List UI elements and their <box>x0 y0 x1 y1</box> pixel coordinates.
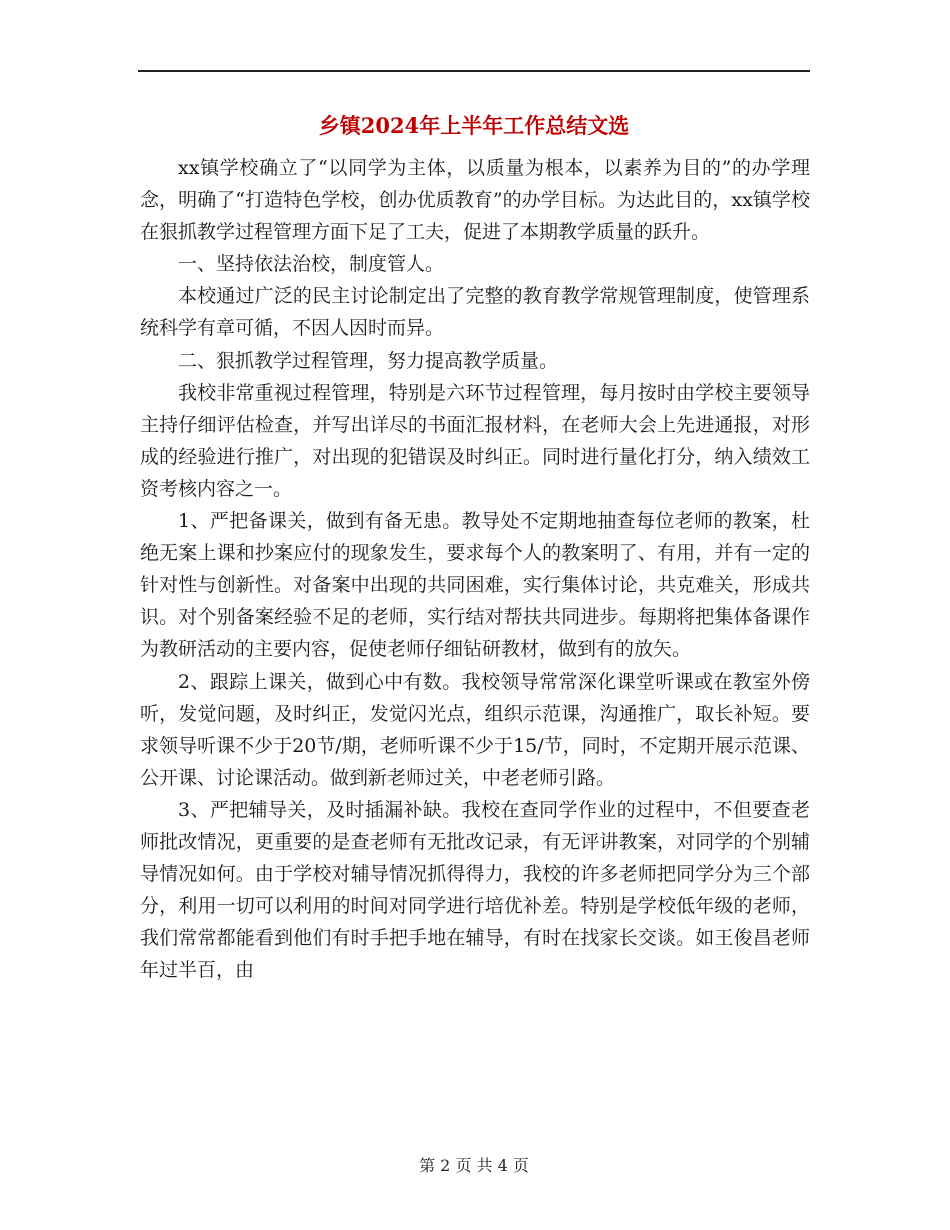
paragraph-regulations: 本校通过广泛的民主讨论制定出了完整的教育教学常规管理制度，使管理系统科学有章可循，不因人因时而异。 <box>140 285 810 340</box>
paragraph-class-tracking: 2、跟踪上课关，做到心中有数。我校领导常常深化课堂听课或在教室外傍听，发觉问题，及时纠正，发觉闪光点，组织示范课，沟通推广，取长补短。要求领导听课不少于20节/期，老师听课不少于15/节，同时，不定期开展示范课、公开课、讨论课活动。做到新老师过关，中老老师引路。 <box>140 670 810 789</box>
page-number: 第 2 页 共 4 页 <box>419 1156 529 1175</box>
section-heading-1: 一、坚持依法治校，制度管人。 <box>178 253 445 276</box>
paragraph-intro: xx镇学校确立了“以同学为主体，以质量为根本，以素养为目的”的办学理念，明确了“打造特色学校，创办优质教育”的办学目标。为达此目的，xx镇学校在狠抓教学过程管理方面下足了工夫，促进了本期教学质量的跃升。 <box>140 157 810 244</box>
paragraph-tutoring: 3、严把辅导关，及时插漏补缺。我校在查同学作业的过程中，不但要查老师批改情况，更重要的是查老师有无批改记录，有无评讲教案，对同学的个别辅导情况如何。由于学校对辅导情况抓得得力，我校的许多老师把同学分为三个部分，利用一切可以利用的时间对同学进行培优补差。特别是学校低年级的老师，我们常常都能看到他们有时手把手地在辅导，有时在找家长交谈。如王俊昌老师年过半百，由 <box>140 798 810 982</box>
document-title: 乡镇2024年上半年工作总结文选 <box>318 113 630 138</box>
paragraph-lesson-prep: 1、严把备课关，做到有备无患。教导处不定期地抽查每位老师的教案，杜绝无案上课和抄案应付的现象发生，要求每个人的教案明了、有用，并有一定的针对性与创新性。对备案中出现的共同困难，实行集体讨论，共克难关，形成共识。对个别备案经验不足的老师，实行结对帮扶共同进步。每期将把集体备课作为教研活动的主要内容，促使老师仔细钻研教材，做到有的放矢。 <box>140 510 810 661</box>
document-body <box>140 152 810 986</box>
paragraph-process-management: 我校非常重视过程管理，特别是六环节过程管理，每月按时由学校主要领导主持仔细评估检查，并写出详尽的书面汇报材料，在老师大会上先进通报，对形成的经验进行推广，对出现的犯错误及时纠正。同时进行量化打分，纳入绩效工资考核内容之一。 <box>140 381 810 500</box>
header-rule <box>138 70 810 72</box>
section-heading-2: 二、狠抓教学过程管理，努力提高教学质量。 <box>178 349 559 372</box>
